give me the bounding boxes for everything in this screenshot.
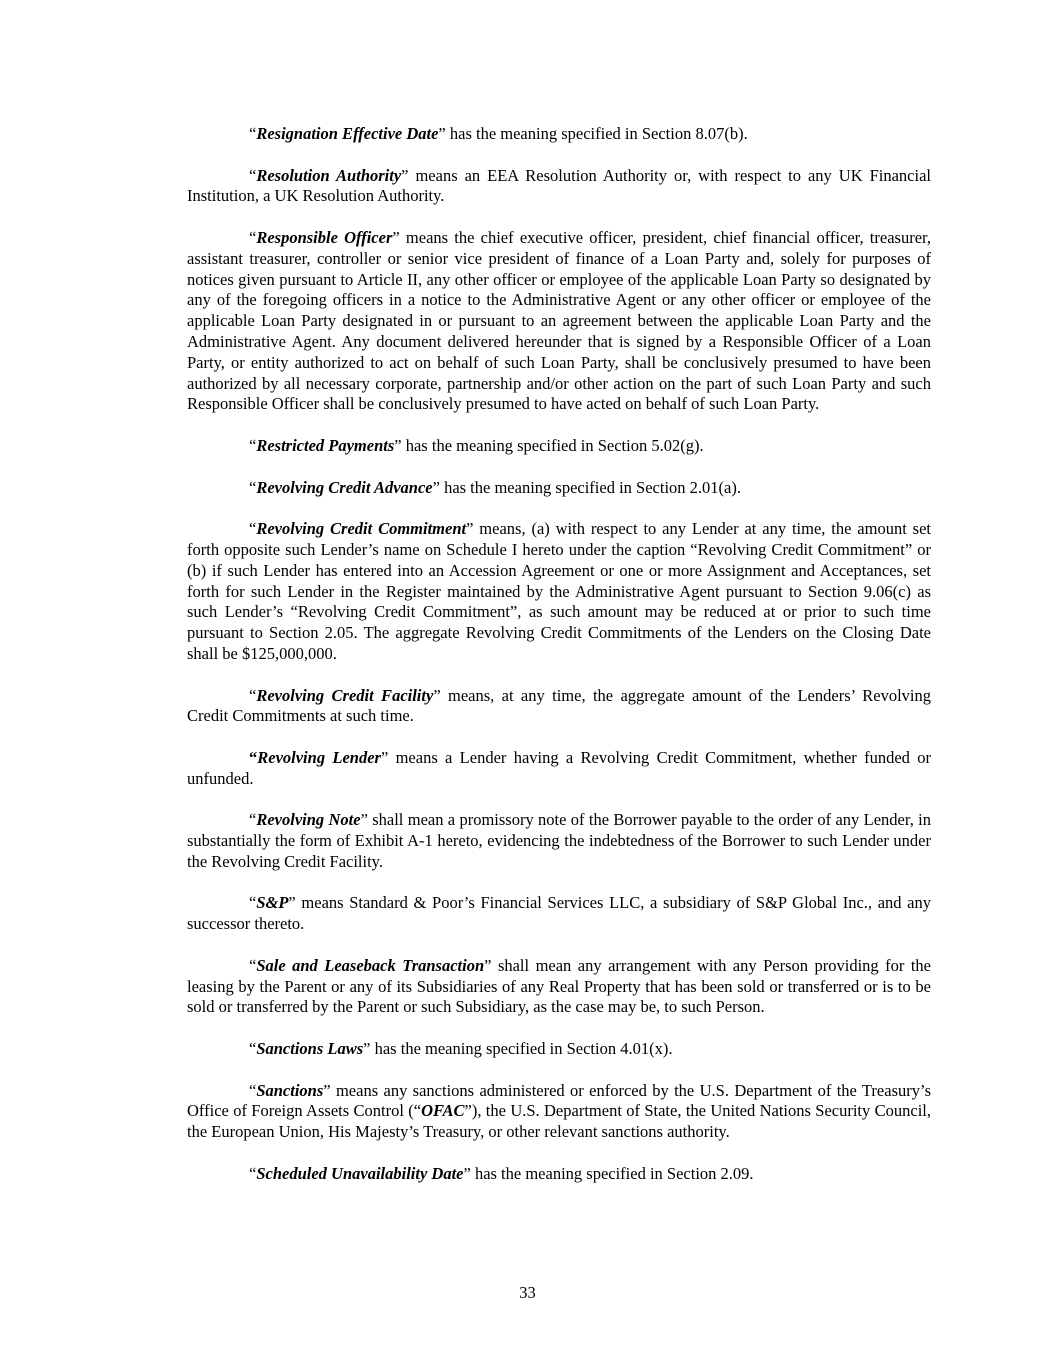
- definition-resignation-effective-date: “Resignation Effective Date” has the meaning specified in Section 8.07(b).: [249, 124, 748, 143]
- definition-text: has the meaning specified in Section 2.09.: [470, 1163, 754, 1183]
- definition-text: has the meaning specified in Section 2.01(a).: [439, 477, 741, 497]
- definition-text: means Standard & Poor’s Financial Services LLC, a subsidiary of S&P Global Inc., and any successor thereto.: [187, 893, 931, 934]
- definition-responsible-officer: “Responsible Officer” means the chief executive officer, president, chief financial officer, treasurer, assistant treasurer, controller or senior vice president of finance of a Loan Party and, solely for purposes of notices given pursuant to Article II, any other officer or employee of the applicable Loan Party so designated by any of the foregoing officers in a notice to the Administrative Agent or any other officer or employee of the applicable Loan Party designated in or pursuant to an agreement between the applicable Loan Party and the Administrative Agent. Any document delivered hereunder that is signed by a Responsible Officer of a Loan Party, or entity authorized to act on behalf of such Loan Party, shall be conclusively presumed to have been authorized by all necessary corporate, partnership and/or other action on the part of such Loan Party and such Responsible Officer shall be conclusively presumed to have acted on behalf of such Loan Party.: [187, 227, 931, 414]
- defined-term: Revolving Credit Facility: [256, 685, 434, 705]
- definition-text: means the chief executive officer, president, chief financial officer, treasurer, assistant treasurer, controller or senior vice president of finance of a Loan Party and, solely for purposes of notices given pursuant to Article II, any other officer or employee of the applicable Loan Party so designated by any of the foregoing officers in a notice to the Administrative Agent or any other officer or employee of the applicable Loan Party designated in or pursuant to an agreement between the applicable Loan Party and the Administrative Agent. Any document delivered hereunder that is signed by a Responsible Officer of a Loan Party, or entity authorized to act on behalf of such Loan Party, shall be conclusively presumed to have been authorized by all necessary corporate, partnership and/or other action on the part of such Loan Party and such Responsible Officer shall be conclusively presumed to have acted on behalf of such Loan Party.: [187, 227, 931, 414]
- definition-revolving-credit-commitment: “Revolving Credit Commitment” means, (a) with respect to any Lender at any time, the amount set forth opposite such Lender’s name on Schedule I hereto under the caption “Revolving Credit Commitment” or (b) if such Lender has entered into an Accession Agreement or one or more Assignment and Acceptances, set forth for such Lender in the Register maintained by the Administrative Agent pursuant to Section 9.06(c) as such Lender’s “Revolving Credit Commitment”, as such amount may be reduced at or prior to such time pursuant to Section 2.05. The aggregate Revolving Credit Commitments of the Lenders on the Closing Date shall be $125,000,000.: [187, 519, 932, 663]
- defined-term: Sanctions Laws: [256, 1039, 364, 1059]
- definition-text: has the meaning specified in Section 8.07(b).: [445, 124, 748, 143]
- page-number: 33: [519, 1283, 536, 1302]
- definition-revolving-lender: “Revolving Lender” means a Lender having a Revolving Credit Commitment, whether funded or unfunded.: [187, 747, 931, 788]
- definition-text: means a Lender having a Revolving Credit Commitment, whether funded or unfunded.: [187, 747, 931, 788]
- definition-text: shall mean any arrangement with any Person providing for the leasing by the Parent or any of its Subsidiaries of any Real Property that has been sold or transferred or is to be sold or transferred by the Parent or such Subsidiary, as the case may be, to such Person.: [187, 955, 931, 1017]
- defined-term: Responsible Officer: [256, 227, 393, 247]
- definition-text: shall mean a promissory note of the Borrower payable to the order of any Lender, in substantially the form of Exhibit A-1 hereto, evidencing the indebtedness of the Borrower to such Lender under the Revolving Credit Facility.: [187, 810, 931, 871]
- definition-revolving-credit-advance: “Revolving Credit Advance” has the meaning specified in Section 2.01(a).: [249, 477, 741, 497]
- defined-term: Resignation Effective Date: [256, 124, 439, 143]
- definition-text: means an EEA Resolution Authority or, with respect to any UK Financial Institution, a UK Resolution Authority.: [187, 165, 931, 206]
- defined-term: Revolving Note: [256, 810, 361, 830]
- defined-term: Resolution Authority: [256, 165, 402, 185]
- definition-restricted-payments: “Restricted Payments” has the meaning specified in Section 5.02(g).: [249, 435, 704, 455]
- definition-sanctions-laws: “Sanctions Laws” has the meaning specified in Section 4.01(x).: [249, 1039, 673, 1059]
- definition-s-and-p: “S&P” means Standard & Poor’s Financial Services LLC, a subsidiary of S&P Global Inc., and any successor thereto.: [187, 893, 931, 934]
- defined-term: Sanctions: [256, 1080, 324, 1100]
- defined-term-ofac: OFAC: [421, 1101, 465, 1121]
- definitions-list: [187, 124, 931, 1205]
- defined-term: Revolving Lender: [257, 747, 381, 767]
- definition-text: ”), the U.S. Department of State, the United Nations Security Council, the European Union, His Majesty’s Treasury, or other relevant sanctions authority.: [187, 1101, 931, 1142]
- definition-text: has the meaning specified in Section 4.01(x).: [370, 1039, 673, 1059]
- definition-sanctions: “Sanctions” means any sanctions administered or enforced by the U.S. Department of the Treasury’s Office of Foreign Assets Control (“OFAC”), the U.S. Department of State, the United Nations Security Council, the European Union, His Majesty’s Treasury, or other relevant sanctions authority.: [187, 1080, 931, 1142]
- definition-revolving-note: “Revolving Note” shall mean a promissory note of the Borrower payable to the order of any Lender, in substantially the form of Exhibit A-1 hereto, evidencing the indebtedness of the Borrower to such Lender under the Revolving Credit Facility.: [187, 810, 931, 871]
- definition-text: has the meaning specified in Section 5.02(g).: [401, 435, 704, 455]
- definition-sale-and-leaseback-transaction: “Sale and Leaseback Transaction” shall mean any arrangement with any Person providing for the leasing by the Parent or any of its Subsidiaries of any Real Property that has been sold or transferred or is to be sold or transferred by the Parent or such Subsidiary, as the case may be, to such Person.: [187, 955, 931, 1017]
- definition-revolving-credit-facility: “Revolving Credit Facility” means, at any time, the aggregate amount of the Lenders’ Revolving Credit Commitments at such time.: [187, 685, 932, 726]
- definition-scheduled-unavailability-date: “Scheduled Unavailability Date” has the meaning specified in Section 2.09.: [249, 1163, 754, 1183]
- defined-term: Revolving Credit Advance: [256, 477, 433, 497]
- defined-term: Sale and Leaseback Transaction: [256, 955, 485, 975]
- defined-term: S&P: [256, 893, 289, 913]
- definition-text: means any sanctions administered or enforced by the U.S. Department of the Treasury’s Office of Foreign Assets Control (“: [187, 1080, 931, 1121]
- defined-term: Revolving Credit Commitment: [256, 519, 467, 539]
- defined-term: Scheduled Unavailability Date: [256, 1163, 464, 1183]
- defined-term: Restricted Payments: [256, 435, 395, 455]
- definition-text: means, at any time, the aggregate amount of the Lenders’ Revolving Credit Commitments at such time.: [187, 685, 932, 726]
- definition-resolution-authority: “Resolution Authority” means an EEA Resolution Authority or, with respect to any UK Financial Institution, a UK Resolution Authority.: [187, 165, 931, 206]
- definition-text: means, (a) with respect to any Lender at any time, the amount set forth opposite such Lender’s name on Schedule I hereto under the caption “Revolving Credit Commitment” or (b) if such Lender has entered into an Accession Agreement or one or more Assignment and Acceptances, set forth for such Lender in the Register maintained by the Administrative Agent pursuant to Section 9.06(c) as such Lender’s “Revolving Credit Commitment”, as such amount may be reduced at or prior to such time pursuant to Section 2.05. The aggregate Revolving Credit Commitments of the Lenders on the Closing Date shall be $125,000,000.: [187, 519, 932, 663]
